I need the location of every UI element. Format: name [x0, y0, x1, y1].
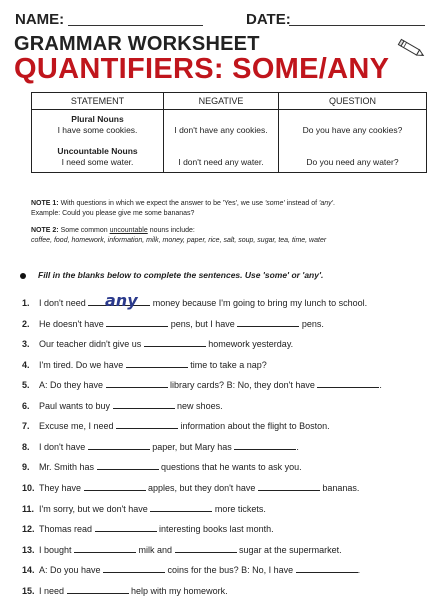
exercise-sentence	[39, 563, 360, 577]
exercise-number: 8.	[22, 441, 30, 452]
sentence-part: pens.	[299, 318, 324, 329]
exercise-number: 11.	[22, 503, 35, 514]
exercise-sentence	[39, 399, 223, 413]
handwritten-answer: any	[105, 291, 138, 310]
sentence-part: I don't have	[39, 441, 88, 452]
answer-blank[interactable]	[144, 337, 206, 347]
name-label: NAME:	[15, 11, 65, 28]
answer-blank[interactable]	[258, 481, 320, 491]
exercise-number: 1.	[22, 298, 30, 308]
sentence-part: questions that he wants to ask you.	[158, 462, 302, 473]
sentence-part: Mr. Smith has	[39, 462, 97, 473]
sentence-part: .	[357, 565, 361, 576]
exercise-number: 4.	[22, 359, 30, 370]
statement-uncountable: I need some water.	[61, 157, 134, 167]
sentence-part: I'm tired. Do we have	[39, 359, 126, 370]
exercise-sentence	[39, 358, 267, 372]
sentence-part: apples, but they don't have	[145, 482, 258, 493]
exercise-sentence	[39, 378, 382, 392]
statement-plural: I have some cookies.	[57, 125, 138, 135]
exercise-number: 10.	[22, 482, 35, 493]
sentence-part: I need	[39, 585, 67, 596]
header-negative: NEGATIVE	[164, 93, 279, 110]
sentence-part: more tickets.	[212, 503, 266, 514]
answer-blank[interactable]	[97, 460, 159, 470]
sentence-part: coins for the bus? B: No, I have	[165, 565, 296, 576]
question-cell	[279, 110, 427, 173]
note-1-example: Example: Could you please give me some bananas?	[31, 210, 195, 217]
sentence-part: Excuse me, I need	[39, 421, 117, 432]
answer-blank[interactable]	[106, 378, 168, 388]
sentence-part: money because I'm going to bring my lunch to school.	[150, 298, 368, 308]
exercise-sentence	[39, 337, 293, 351]
sentence-part: Our teacher didn't give us	[39, 339, 144, 350]
pencil-icon	[397, 38, 427, 60]
plural-nouns-heading: Plural Nouns	[71, 114, 124, 124]
sentence-part: bananas.	[319, 482, 360, 493]
exercise-sentence	[39, 317, 324, 331]
question-uncountable: Do you need any water?	[306, 157, 399, 167]
answer-blank[interactable]	[84, 481, 146, 491]
answer-blank[interactable]	[234, 440, 296, 450]
sentence-part: Thomas read	[39, 524, 95, 535]
exercise-sentence	[39, 296, 367, 310]
header-question: QUESTION	[279, 93, 427, 110]
answer-blank[interactable]	[296, 563, 358, 573]
answer-blank[interactable]	[175, 543, 237, 553]
answer-blank[interactable]	[317, 378, 379, 388]
sentence-part: milk and	[136, 544, 175, 555]
sentence-part: paper, but Mary has	[149, 441, 235, 452]
exercise-number: 2.	[22, 318, 30, 329]
answer-blank[interactable]	[95, 522, 157, 532]
answer-blank[interactable]	[88, 440, 150, 450]
sentence-part: I don't need	[39, 298, 89, 308]
answer-blank[interactable]	[103, 563, 165, 573]
worksheet-subtitle: QUANTIFIERS: SOME/ANY	[14, 53, 390, 85]
sentence-part: Paul wants to buy	[39, 400, 113, 411]
exercise-number: 14.	[22, 565, 35, 576]
sentence-part: interesting books last month.	[156, 524, 274, 535]
bullet-icon	[20, 273, 26, 279]
header-statement: STATEMENT	[32, 93, 164, 110]
exercise-sentence	[39, 440, 299, 454]
date-label: DATE:	[246, 11, 291, 28]
sentence-part: They have	[39, 482, 84, 493]
sentence-part: information about the flight to Boston.	[178, 421, 330, 432]
worksheet-title: GRAMMAR WORKSHEET	[14, 33, 260, 55]
note-1-label: NOTE 1:	[31, 200, 59, 207]
sentence-part: help with my homework.	[128, 585, 228, 596]
exercise-number: 7.	[22, 421, 30, 432]
sentence-part: He doesn't have	[39, 318, 107, 329]
negative-uncountable: I don't need any water.	[178, 157, 264, 167]
exercise-number: 12.	[22, 524, 35, 535]
grammar-table	[31, 92, 427, 173]
exercise-number: 9.	[22, 462, 30, 473]
answer-blank[interactable]	[126, 358, 188, 368]
exercise-sentence	[39, 481, 359, 495]
sentence-part: pens, but I have	[168, 318, 238, 329]
answer-blank[interactable]	[150, 502, 212, 512]
date-field[interactable]	[289, 25, 425, 26]
answer-blank[interactable]	[116, 419, 178, 429]
sentence-part: sugar at the supermarket.	[236, 544, 342, 555]
sentence-part: I bought	[39, 544, 75, 555]
sentence-part: I'm sorry, but we don't have	[39, 503, 151, 514]
negative-cell	[164, 110, 279, 173]
question-plural: Do you have any cookies?	[302, 125, 403, 135]
name-field[interactable]	[68, 25, 203, 26]
answer-blank[interactable]	[74, 543, 136, 553]
sentence-part: library cards? B: No, they don't have	[167, 380, 318, 391]
uncountable-nouns-heading: Uncountable Nouns	[57, 146, 138, 156]
sentence-part: new shoes.	[174, 400, 223, 411]
exercise-sentence	[39, 502, 266, 516]
answer-blank[interactable]	[113, 399, 175, 409]
exercise-number: 15.	[22, 585, 35, 596]
note-1: NOTE 1: With questions in which we expect the answer to be 'Yes', we use 'some' instead of 'any'. Example: Could you please give me some bananas?	[31, 200, 335, 217]
answer-blank[interactable]	[237, 317, 299, 327]
answer-blank[interactable]	[67, 584, 129, 594]
instructions: Fill in the blanks below to complete the sentences. Use 'some' or 'any'.	[38, 270, 324, 280]
sentence-part: time to take a nap?	[187, 359, 267, 370]
exercise-sentence	[39, 460, 302, 474]
exercise-sentence	[39, 419, 330, 433]
note-2-label: NOTE 2:	[31, 227, 59, 234]
negative-plural: I don't have any cookies.	[174, 125, 268, 135]
exercise-sentence	[39, 543, 342, 557]
sentence-part: .	[296, 441, 299, 452]
exercise-number: 3.	[22, 339, 30, 350]
note-2-noun-list: coffee, food, homework, information, milk, money, paper, rice, salt, soup, sugar, tea, time, water	[31, 237, 327, 244]
note-2: NOTE 2: Some common uncountable nouns include: coffee, food, homework, information, milk, money, paper, rice, salt, soup, sugar, tea, time, water	[31, 227, 327, 244]
exercise-number: 6.	[22, 400, 30, 411]
exercise-number: 13.	[22, 544, 35, 555]
sentence-part: homework yesterday.	[205, 339, 294, 350]
sentence-part: .	[379, 380, 382, 391]
exercise-number: 5.	[22, 380, 30, 391]
sentence-part: A: Do they have	[39, 380, 106, 391]
answer-blank[interactable]	[106, 317, 168, 327]
exercise-sentence	[39, 584, 228, 598]
statement-cell	[32, 110, 164, 173]
exercise-sentence	[39, 522, 274, 536]
sentence-part: A: Do you have	[39, 565, 104, 576]
